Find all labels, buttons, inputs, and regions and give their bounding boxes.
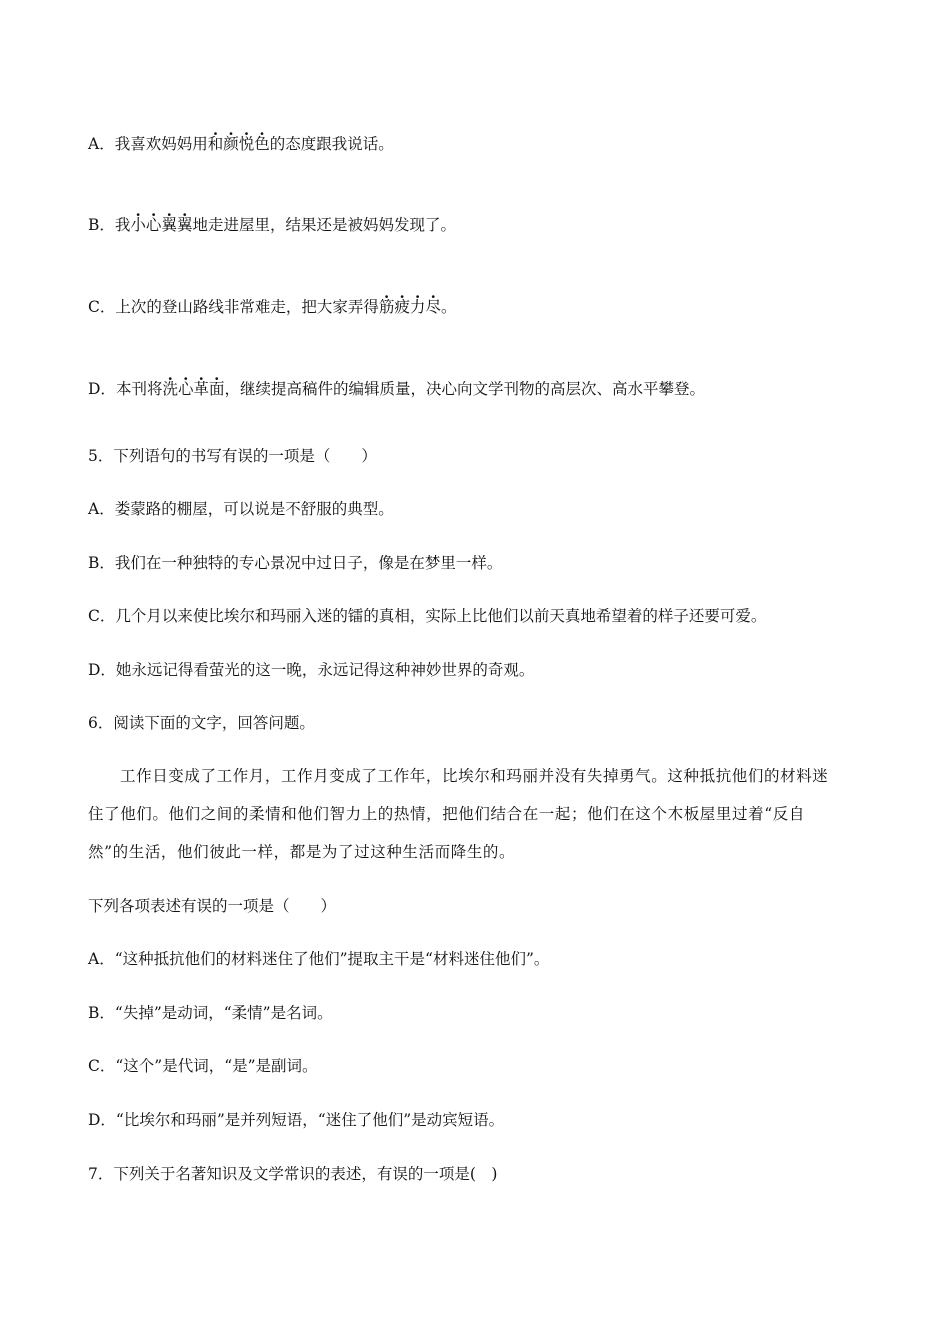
option-text-before: 本刊将 [115,380,163,398]
option-label: A． [88,135,115,153]
reading-passage [88,757,858,871]
emphasized-char: 尽 [425,298,441,316]
q5-option-a: A．娄蒙路的棚屋，可以说是不舒服的典型。 [88,500,394,518]
option-text-after: 地走进屋里，结果还是被妈妈发现了。 [192,216,456,234]
emphasized-char: 和 [207,135,224,153]
question-7-stem: 7．下列关于名著知识及文学常识的表述，有误的一项是( ) [88,1165,498,1183]
option-text-after: 的态度跟我说话。 [269,135,394,153]
option-label: C． [88,298,116,316]
emphasized-char: 心 [145,216,162,234]
q4-option-c [88,297,456,317]
q6-option-a: A．“这种抵抗他们的材料迷住了他们”提取主干是“材料迷住他们”。 [88,950,550,968]
option-label: B． [88,216,115,234]
passage-line: 工作日变成了工作月，工作月变成了工作年，比埃尔和玛丽并没有失掉勇气。这种抵抗他们的材料迷 [120,767,829,785]
question-5-stem: 5．下列语句的书写有误的一项是（ ） [88,447,377,465]
q5-option-c: C．几个月以来使比埃尔和玛丽入迷的镭的真相，实际上比他们以前天真地希望着的样子还要可爱。 [88,607,767,625]
emphasized-char: 力 [409,298,426,316]
passage-line: 然”的生活，他们彼此一样，都是为了过这种生活而降生的。 [88,843,516,861]
emphasized-char: 悦 [238,135,255,153]
q4-option-a [88,134,394,154]
emphasized-char: 小 [130,216,146,234]
option-text-after: 。 [440,298,457,316]
emphasized-char: 翼 [161,216,177,234]
option-label: D． [88,380,116,398]
emphasized-char: 疲 [394,298,410,316]
option-text-before: 我 [114,216,131,234]
emphasized-char: 筋 [378,298,395,316]
option-text-after: ，继续提高稿件的编辑质量，决心向文学刊物的高层次、高水平攀登。 [224,380,706,398]
emphasized-char: 心 [177,380,194,398]
emphasized-char: 颜 [223,135,239,153]
option-text-before: 我喜欢妈妈用 [114,135,208,153]
q6-option-b: B．“失掉”是动词，“柔情”是名词。 [88,1004,333,1022]
emphasized-char: 洗 [162,380,178,398]
q6-option-d: D．“比埃尔和玛丽”是并列短语，“迷住了他们”是动宾短语。 [88,1111,505,1129]
emphasized-char: 面 [209,380,225,398]
q6-option-c: C．“这个”是代词，“是”是副词。 [88,1057,318,1075]
emphasized-char: 色 [254,135,270,153]
question-6-stem: 6．阅读下面的文字，回答问题。 [88,714,315,732]
passage-line: 住了他们。他们之间的柔情和他们智力上的热情，把他们结合在一起；他们在这个木板屋里过着“反自 [88,805,805,823]
question-6-sub-stem: 下列各项表述有误的一项是（ ） [88,897,337,915]
q4-option-d [88,379,705,399]
emphasized-char: 革 [193,380,209,398]
emphasized-char: 翼 [176,216,193,234]
q5-option-d: D．她永远记得看萤光的这一晚，永远记得这种神妙世界的奇观。 [88,661,535,679]
option-text-before: 上次的登山路线非常难走，把大家弄得 [115,298,379,316]
q4-option-b [88,215,456,235]
q5-option-b: B．我们在一种独特的专心景况中过日子，像是在梦里一样。 [88,554,503,572]
